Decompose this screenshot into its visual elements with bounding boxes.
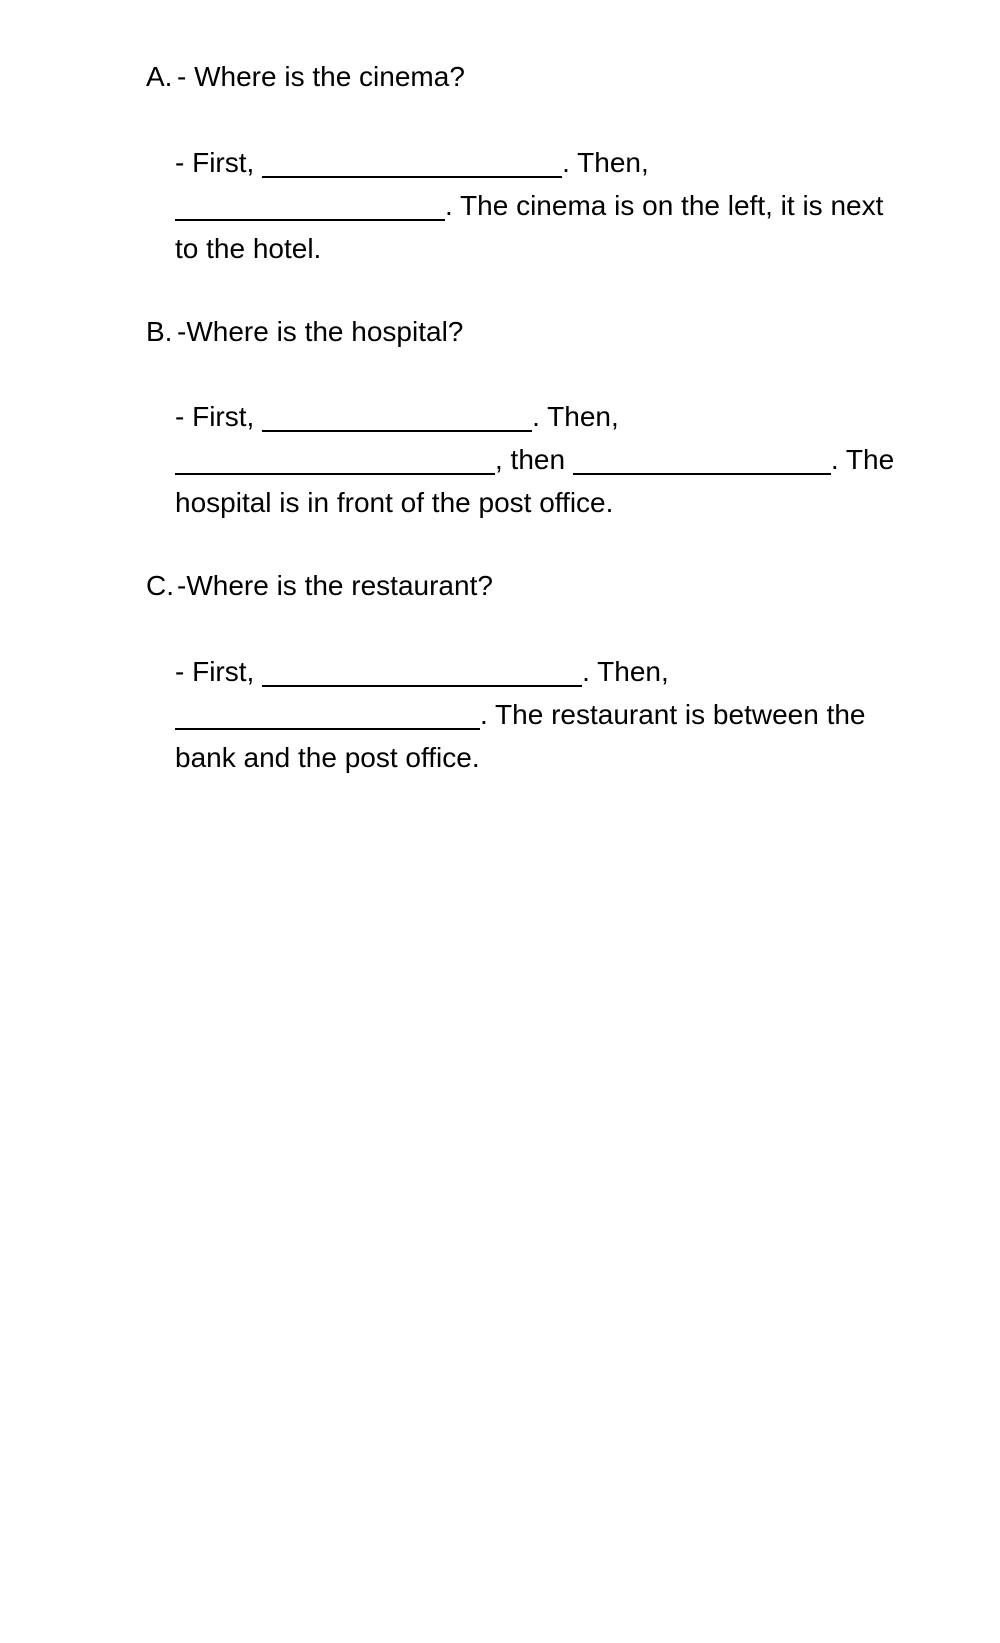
answer-line [175, 184, 935, 227]
answer-text: . The [830, 444, 895, 475]
question-text: -Where is the hospital? [177, 316, 464, 347]
answer-line: hospital is in front of the post office. [175, 487, 614, 518]
question-letter: B. [146, 316, 173, 347]
then-text: . Then, [582, 656, 669, 687]
question-a [146, 60, 465, 94]
answer-blank[interactable] [573, 444, 831, 475]
answer-line [175, 650, 935, 693]
answer-text: . The cinema is on the left, it is next [445, 190, 884, 221]
then-text: . Then, [532, 401, 619, 432]
first-prefix: - First, [175, 147, 263, 178]
answer-line [175, 141, 935, 184]
answer-blank[interactable] [175, 699, 480, 730]
question-letter: A. [146, 61, 173, 92]
question-text: - Where is the cinema? [177, 61, 465, 92]
answer-blank[interactable] [262, 656, 582, 687]
answer-blank[interactable] [262, 147, 562, 178]
question-b [146, 315, 463, 349]
answer-blank[interactable] [175, 190, 445, 221]
answer-blank[interactable] [175, 444, 495, 475]
answer-text: , then [495, 444, 573, 475]
answer-line: bank and the post office. [175, 742, 480, 773]
question-letter: C. [146, 570, 174, 601]
first-prefix: - First, [175, 656, 263, 687]
answer-blank[interactable] [262, 401, 532, 432]
question-c [146, 569, 493, 603]
answer-line [175, 438, 935, 481]
then-text: . Then, [562, 147, 649, 178]
answer-line: to the hotel. [175, 233, 322, 264]
answer-line [175, 693, 935, 736]
question-text: -Where is the restaurant? [177, 570, 493, 601]
answer-text: . The restaurant is between the [480, 699, 866, 730]
answer-c [175, 650, 935, 779]
answer-a [175, 141, 935, 270]
first-prefix: - First, [175, 401, 263, 432]
answer-line [175, 395, 935, 438]
answer-b [175, 395, 935, 524]
